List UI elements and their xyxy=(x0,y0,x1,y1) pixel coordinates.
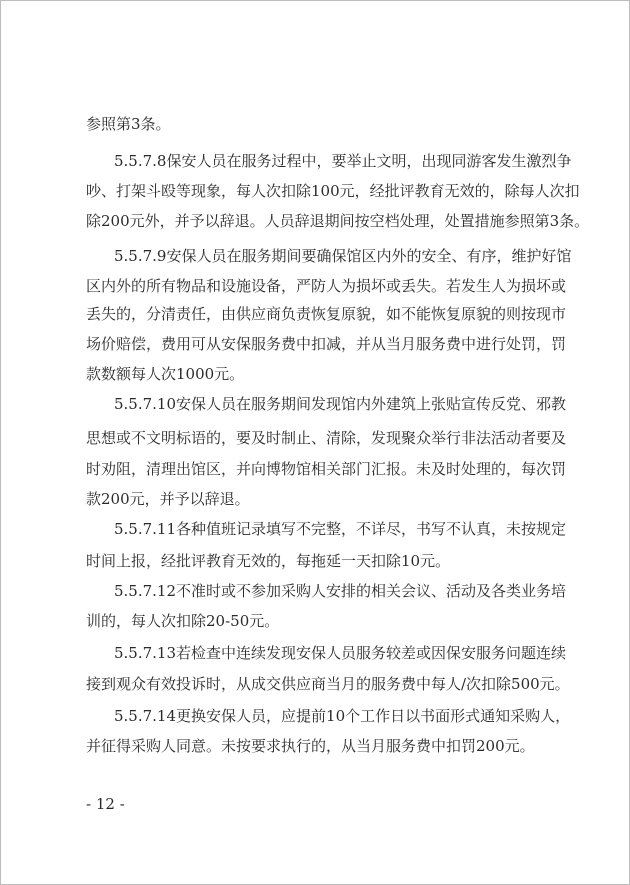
page-number: - 12 - xyxy=(86,795,125,813)
clause-5-5-7-9: 5.5.7.9安保人员在服务期间要确保馆区内外的安全、有序，维护好馆 xyxy=(114,247,572,265)
text-line: 区内外的所有物品和设施设备，严防人为损坏或丢失。若发生人为损坏或 xyxy=(86,277,567,295)
text-line: 除200元外，并予以辞退。人员辞退期间按空档处理，处置措施参照第3条。 xyxy=(86,212,590,230)
text-line: 思想或不文明标语的，要及时制止、清除，发现聚众举行非法活动者要及 xyxy=(86,429,567,447)
text-line: 款200元，并予以辞退。 xyxy=(86,490,250,508)
text-line: 接到观众有效投诉时，从成交供应商当月的服务费中每人/次扣除500元。 xyxy=(86,675,570,693)
clause-5-5-7-8: 5.5.7.8保安人员在服务过程中，要举止文明，出现同游客发生激烈争 xyxy=(114,152,572,170)
text-line: 款数额每人次1000元。 xyxy=(86,365,245,383)
clause-5-5-7-11: 5.5.7.11各种值班记录填写不完整，不详尽，书写不认真，未按规定 xyxy=(114,520,567,538)
text-line: 训的，每人次扣除20-50元。 xyxy=(86,612,280,630)
text-line: 吵、打架斗殴等现象，每人次扣除100元，经批评教育无效的，除每人次扣 xyxy=(86,182,580,200)
text-line: 场价赔偿，费用可从安保服务费中扣减，并从当月服务费中进行处罚，罚 xyxy=(86,335,567,353)
text-line: 参照第3条。 xyxy=(86,115,171,133)
text-line: 丢失的，分清责任，由供应商负责恢复原貌，如不能恢复原貌的则按现市 xyxy=(86,305,567,323)
clause-5-5-7-13: 5.5.7.13若检查中连续发现安保人员服务较差或因保安服务问题连续 xyxy=(114,644,567,662)
clause-5-5-7-10: 5.5.7.10安保人员在服务期间发现馆内外建筑上张贴宣传反党、邪教 xyxy=(114,395,567,413)
text-line: 时间上报，经批评教育无效的，每拖延一天扣除10元。 xyxy=(86,552,451,570)
text-line: 时劝阻，清理出馆区，并向博物馆相关部门汇报。未及时处理的，每次罚 xyxy=(86,460,567,478)
clause-5-5-7-14: 5.5.7.14更换安保人员，应提前10个工作日以书面形式通知采购人， xyxy=(114,707,571,725)
text-line: 并征得采购人同意。未按要求执行的，从当月服务费中扣罚200元。 xyxy=(86,737,535,755)
clause-5-5-7-12: 5.5.7.12不准时或不参加采购人安排的相关会议、活动及各类业务培 xyxy=(114,582,567,600)
